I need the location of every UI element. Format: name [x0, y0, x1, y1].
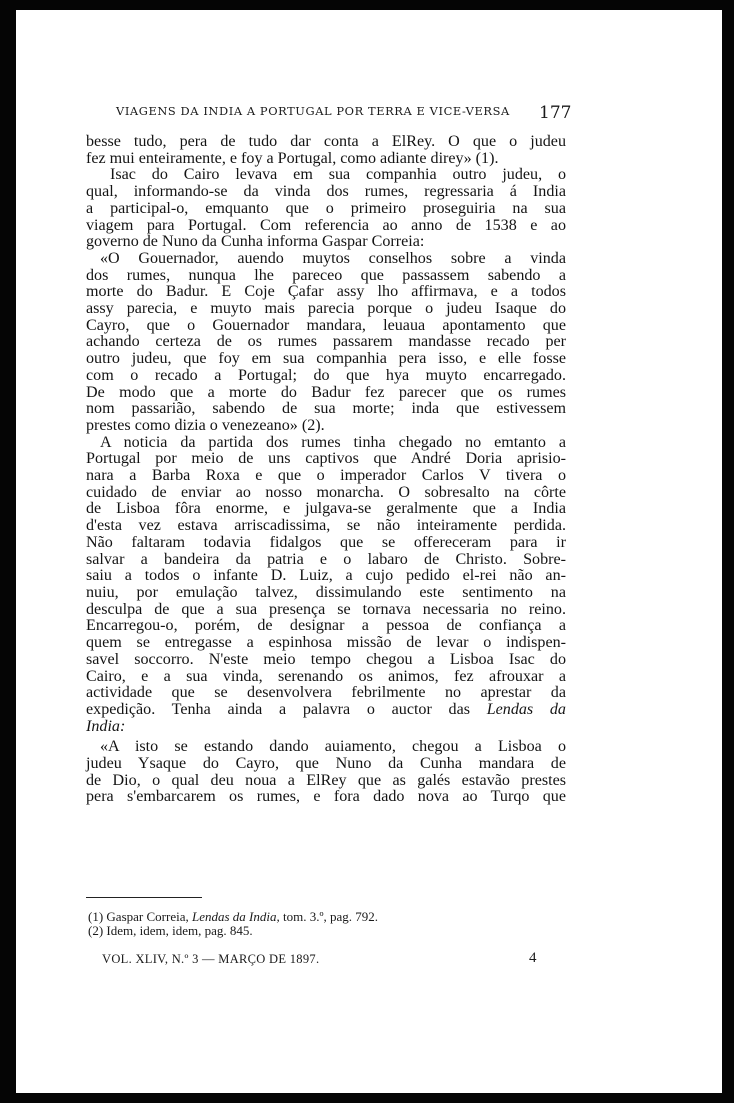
text-line: nara a Barba Roxa e que o imperador Carlos V tivera o [86, 467, 566, 485]
text-line: salvar a bandeira da patria e o labaro de Christo. Sobre- [86, 550, 566, 568]
text-line-part: expedição. Tenha ainda a palavra o auctor das [86, 700, 487, 718]
text-line: governo de Nuno da Cunha informa Gaspar Correia: [86, 233, 425, 251]
italic-title: Lendas da [486, 700, 566, 718]
text-line: pera s'embarcarem os rumes, e fora dado nova ao Turqo que [86, 788, 566, 806]
text-line: de Dio, o qual deu noua a ElRey que as galés estavão prestes [86, 771, 566, 789]
italic-title: India: [86, 717, 126, 735]
text-line: Cayro, que o Gouernador mandara, leuaua apontamento que [86, 316, 566, 334]
footnote-marker: (2) [88, 922, 104, 938]
text-line: nuiu, por emulação talvez, dissimulando este sentimento na [86, 583, 566, 601]
text-line: dos rumes, nunqua lhe pareceo que passassem sabendo a [86, 266, 566, 284]
footnote [88, 910, 378, 924]
text-line: quem se entregasse a espinhosa missão de levar o indispen- [86, 634, 566, 652]
volume-imprint: VOL. XLIV, N.º 3 — MARÇO DE 1897. [102, 952, 320, 966]
document-page [16, 10, 722, 1093]
text-line: De modo que a morte do Badur fez parecer que os rumes [86, 383, 566, 401]
text-line: d'esta vez estava arriscadissima, se não inteiramente perdida. [86, 517, 566, 535]
text-line: de Lisboa fôra enorme, e julgava-se geralmente que a India [86, 500, 566, 518]
text-line: viagem para Portugal. Com referencia ao anno de 1538 e ao [86, 216, 566, 234]
text-line: judeu Ysaque do Cayro, que Nuno da Cunha mandara de [86, 755, 566, 773]
footnote [88, 924, 378, 938]
footnotes [88, 910, 378, 937]
text-line: achando certeza de os rumes passarem mandasse recado per [86, 333, 566, 351]
text-line: Cairo, e a sua vinda, serenando os animos, fez afrouxar a [86, 667, 566, 685]
footnote-marker: (1) [88, 909, 104, 924]
text-line: qual, informando-se da vinda dos rumes, regressaria á India [86, 183, 566, 201]
footnote-work: Lendas da India, [191, 909, 280, 924]
text-line: fez mui enteiramente, e foy a Portugal, como adiante direy» (1). [86, 149, 499, 167]
text-line: nom passarião, sabendo de sua morte; inda que estivessem [86, 400, 566, 418]
text-line: cuidado de enviar ao nosso monarcha. O sobresalto na côrte [86, 483, 566, 501]
text-line: Portugal por meio de uns captivos que André Doria aprisio- [86, 450, 566, 468]
running-header: VIAGENS DA INDIA A PORTUGAL POR TERRA E VICE-VERSA [116, 104, 510, 118]
text-line: Isac do Cairo levava em sua companhia outro judeu, o [110, 166, 566, 184]
text-line: saiu a todos o infante D. Luiz, a cujo pedido el-rei não an- [86, 567, 566, 585]
text-line: «A isto se estando dando auiamento, chegou a Lisboa o [100, 738, 566, 756]
text-line: desculpa de que a sua presença se tornava necessaria no reino. [86, 600, 566, 618]
text-line: morte do Badur. E Coje Çafar assy lho affirmava, e a todos [86, 283, 566, 301]
text-line: savel soccorro. N'este meio tempo chegou a Lisboa Isac do [86, 650, 566, 668]
text-line: A noticia da partida dos rumes tinha chegado no emtanto a [100, 433, 566, 451]
text-line: «O Gouernador, auendo muytos conselhos sobre a vinda [100, 249, 566, 267]
text-line: Encarregou-o, porém, de designar a pessoa de confiança a [86, 617, 566, 635]
text-line [86, 702, 566, 719]
body-text [86, 134, 566, 806]
text-line: com o recado a Portugal; do que hya muyto encarregado. [86, 366, 566, 384]
footnote-divider [86, 897, 202, 898]
signature-mark: 4 [529, 950, 537, 966]
page-number: 177 [539, 103, 572, 123]
text-line [86, 719, 566, 736]
text-line: besse tudo, pera de tudo dar conta a ElRey. O que o judeu [86, 133, 566, 150]
footnote-text: Idem, idem, idem, pag. 845. [106, 922, 253, 938]
text-line: prestes como dizia o venezeano» (2). [86, 416, 325, 434]
text-line: outro judeu, que foy em sua companhia pera isso, e elle fosse [86, 350, 566, 368]
text-line: Não faltaram todavia fidalgos que se offereceram para ir [86, 533, 566, 551]
text-line: a participal-o, emquanto que o primeiro proseguiria na sua [86, 199, 566, 217]
text-line: assy parecia, e muyto mais parecia porque o judeu Isaque do [86, 300, 566, 318]
footnote-ref: tom. 3.º, pag. 792. [279, 909, 379, 924]
text-line: actividade que se desenvolvera febrilmente no aprestar da [86, 684, 566, 702]
footnote-author: Gaspar Correia, [106, 909, 192, 924]
